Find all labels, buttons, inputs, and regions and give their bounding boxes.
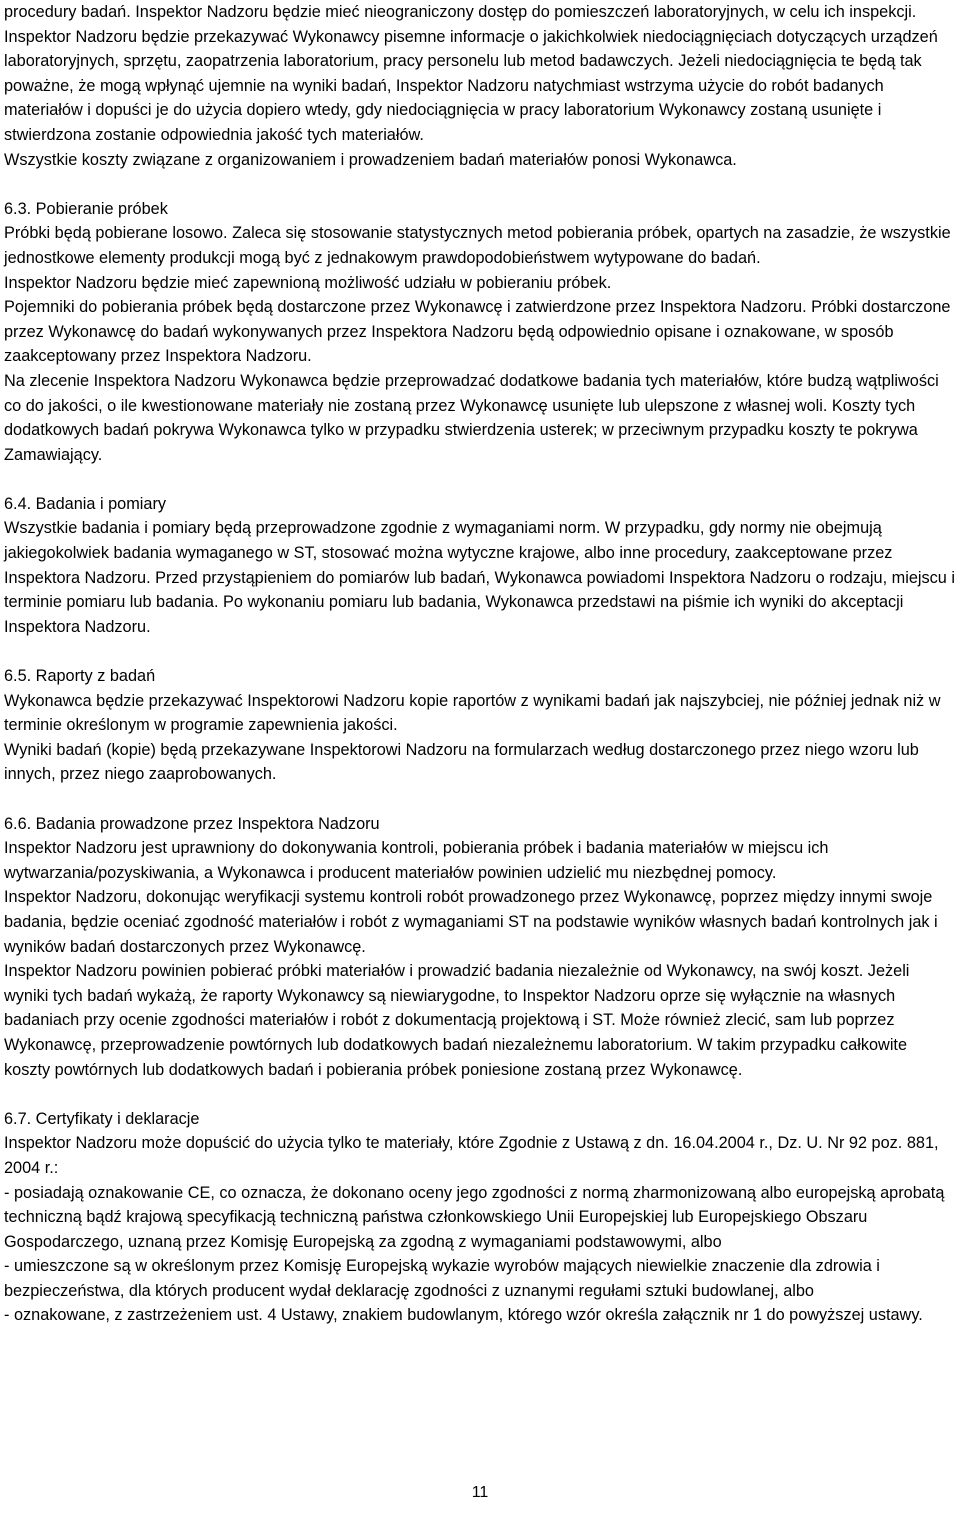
section-heading: 6.4. Badania i pomiary (4, 494, 167, 513)
section-paragraph: Inspektor Nadzoru powinien pobierać próbki materiałów i prowadzić badania niezależnie od Wykonawcy, na swój koszt. Jeżeli wyniki tych badań wykażą, że raporty Wykonawcy są niewiarygodne, to Inspektor Nadzoru oprze się wyłącznie na własnych badaniach przy ocenie zgodności materiałów i robót z dokumentacją projektową i ST. Może również zlecić, sam lub poprzez Wykonawcę, przeprowadzenie powtórnych lub dodatkowych badań niezależnemu laboratorium. W takim przypadku całkowite koszty powtórnych lub dodatkowych badań i pobierania próbek poniesione zostaną przez Wykonawcę. (4, 962, 910, 1079)
section-paragraph: Na zlecenie Inspektora Nadzoru Wykonawca będzie przeprowadzać dodatkowe badania tych materiałów, które budzą wątpliwości co do jakości, o ile kwestionowane materiały nie zostaną przez Wykonawcę usunięte lub ulepszone z własnej woli. Koszty tych dodatkowych badań pokrywa Wykonawca tylko w przypadku stwierdzenia usterek; w przeciwnym przypadku koszty te pokrywa Zamawiający. (4, 371, 939, 464)
section-paragraph: Próbki będą pobierane losowo. Zaleca się stosowanie statystycznych metod pobierania próbek, opartych na zasadzie, że wszystkie jednostkowe elementy produkcji mogą być z jednakowym prawdopodobieństwem wytypowane do badań. (4, 224, 951, 267)
list-item: - posiadają oznakowanie CE, co oznacza, że dokonano oceny jego zgodności z normą zharmonizowaną albo europejską aprobatą techniczną bądź krajową specyfikacją techniczną państwa członkowskiego Unii Europejskiej lub Europejskiego Obszaru Gospodarczego, uznaną przez Komisję Europejską za zgodną z wymaganiami podstawowymi, albo (4, 1183, 945, 1251)
section-6-3 (4, 197, 956, 468)
section-paragraph: Inspektor Nadzoru jest uprawniony do dokonywania kontroli, pobierania próbek i badania materiałów w miejscu ich wytwarzania/pozyskiwania, a Wykonawca i producent materiałów powinien udzielić mu niezbędnej pomocy. (4, 839, 829, 882)
section-heading: 6.7. Certyfikaty i deklaracje (4, 1109, 200, 1128)
intro-paragraph: Wszystkie koszty związane z organizowaniem i prowadzeniem badań materiałów ponosi Wykonawca. (4, 150, 737, 169)
section-paragraph: Wyniki badań (kopie) będą przekazywane Inspektorowi Nadzoru na formularzach według dostarczonego przez niego wzoru lub innych, przez niego zaaprobowanych. (4, 740, 919, 784)
intro-paragraph: Inspektor Nadzoru będzie przekazywać Wykonawcy pisemne informacje o jakichkolwiek niedociągnięciach dotyczących urządzeń laboratoryjnych, sprzętu, zaopatrzenia laboratorium, pracy personelu lub metod badawczych. Jeżeli niedociągnięcia te będą tak poważne, że mogą wpłynąć ujemnie na wyniki badań, Inspektor Nadzoru natychmiast wstrzyma użycie do robót badanych materiałów i dopuści je do użycia dopiero wtedy, gdy niedociągnięcia w pracy laboratorium Wykonawcy zostaną usunięte i stwierdzona zostanie odpowiednia jakość tych materiałów. (4, 27, 938, 144)
section-heading: 6.5. Raporty z badań (4, 667, 156, 686)
section-6-6 (4, 812, 956, 1083)
section-6-4 (4, 492, 956, 640)
section-paragraph: Wszystkie badania i pomiary będą przeprowadzone zgodnie z wymaganiami norm. W przypadku, gdy normy nie obejmują jakiegokolwiek badania wymaganego w ST, stosować można wytyczne krajowe, albo inne procedury, zaakceptowane przez Inspektora Nadzoru. Przed przystąpieniem do pomiarów lub badań, Wykonawca powiadomi Inspektora Nadzoru o rodzaju, miejscu i terminie pomiaru lub badania. Po wykonaniu pomiaru lub badania, Wykonawca przedstawi na piśmie ich wyniki do akceptacji Inspektora Nadzoru. (4, 519, 955, 636)
section-paragraph: Pojemniki do pobierania próbek będą dostarczone przez Wykonawcę i zatwierdzone przez Inspektora Nadzoru. Próbki dostarczone przez Wykonawcę do badań wykonywanych przez Inspektora Nadzoru będą odpowiednio opisane i oznakowane, w sposób zaakceptowany przez Inspektora Nadzoru. (4, 298, 951, 366)
page-number: 11 (471, 1484, 489, 1501)
list-item: - umieszczone są w określonym przez Komisję Europejską wykazie wyrobów mających niewielkie znaczenie dla zdrowia i bezpieczeństwa, dla których producent wydał deklarację zgodności z uznanymi regułami sztuki budowlanej, albo (4, 1257, 880, 1300)
section-6-7 (4, 1107, 956, 1328)
intro-paragraph: procedury badań. Inspektor Nadzoru będzie mieć nieograniczony dostęp do pomieszczeń laboratoryjnych, w celu ich inspekcji. (4, 3, 917, 21)
section-paragraph: Inspektor Nadzoru będzie mieć zapewnioną możliwość udziału w pobieraniu próbek. (4, 273, 612, 292)
section-paragraph: Inspektor Nadzoru, dokonując weryfikacji systemu kontroli robót prowadzonego przez Wykonawcę, poprzez między innymi swoje badania, będzie oceniać zgodność materiałów i robót z wymaganiami ST na podstawie wyników własnych badań kontrolnych jak i wyników badań dostarczonych przez Wykonawcę. (4, 888, 938, 956)
section-paragraph: Inspektor Nadzoru może dopuścić do użycia tylko te materiały, które Zgodnie z Ustawą z dn. 16.04.2004 r., Dz. U. Nr 92 poz. 881, 2004 r.: (4, 1134, 939, 1177)
section-heading: 6.6. Badania prowadzone przez Inspektora Nadzoru (4, 814, 380, 833)
section-paragraph: Wykonawca będzie przekazywać Inspektorowi Nadzoru kopie raportów z wynikami badań jak najszybciej, nie później jednak niż w terminie określonym w programie zapewnienia jakości. (4, 691, 941, 735)
intro-block (4, 0, 956, 172)
section-heading: 6.3. Pobieranie próbek (4, 199, 168, 218)
document-page (4, 0, 956, 1328)
list-item: - oznakowane, z zastrzeżeniem ust. 4 Ustawy, znakiem budowlanym, którego wzór określa załącznik nr 1 do powyższej ustawy. (4, 1306, 923, 1325)
section-6-5 (4, 664, 956, 787)
